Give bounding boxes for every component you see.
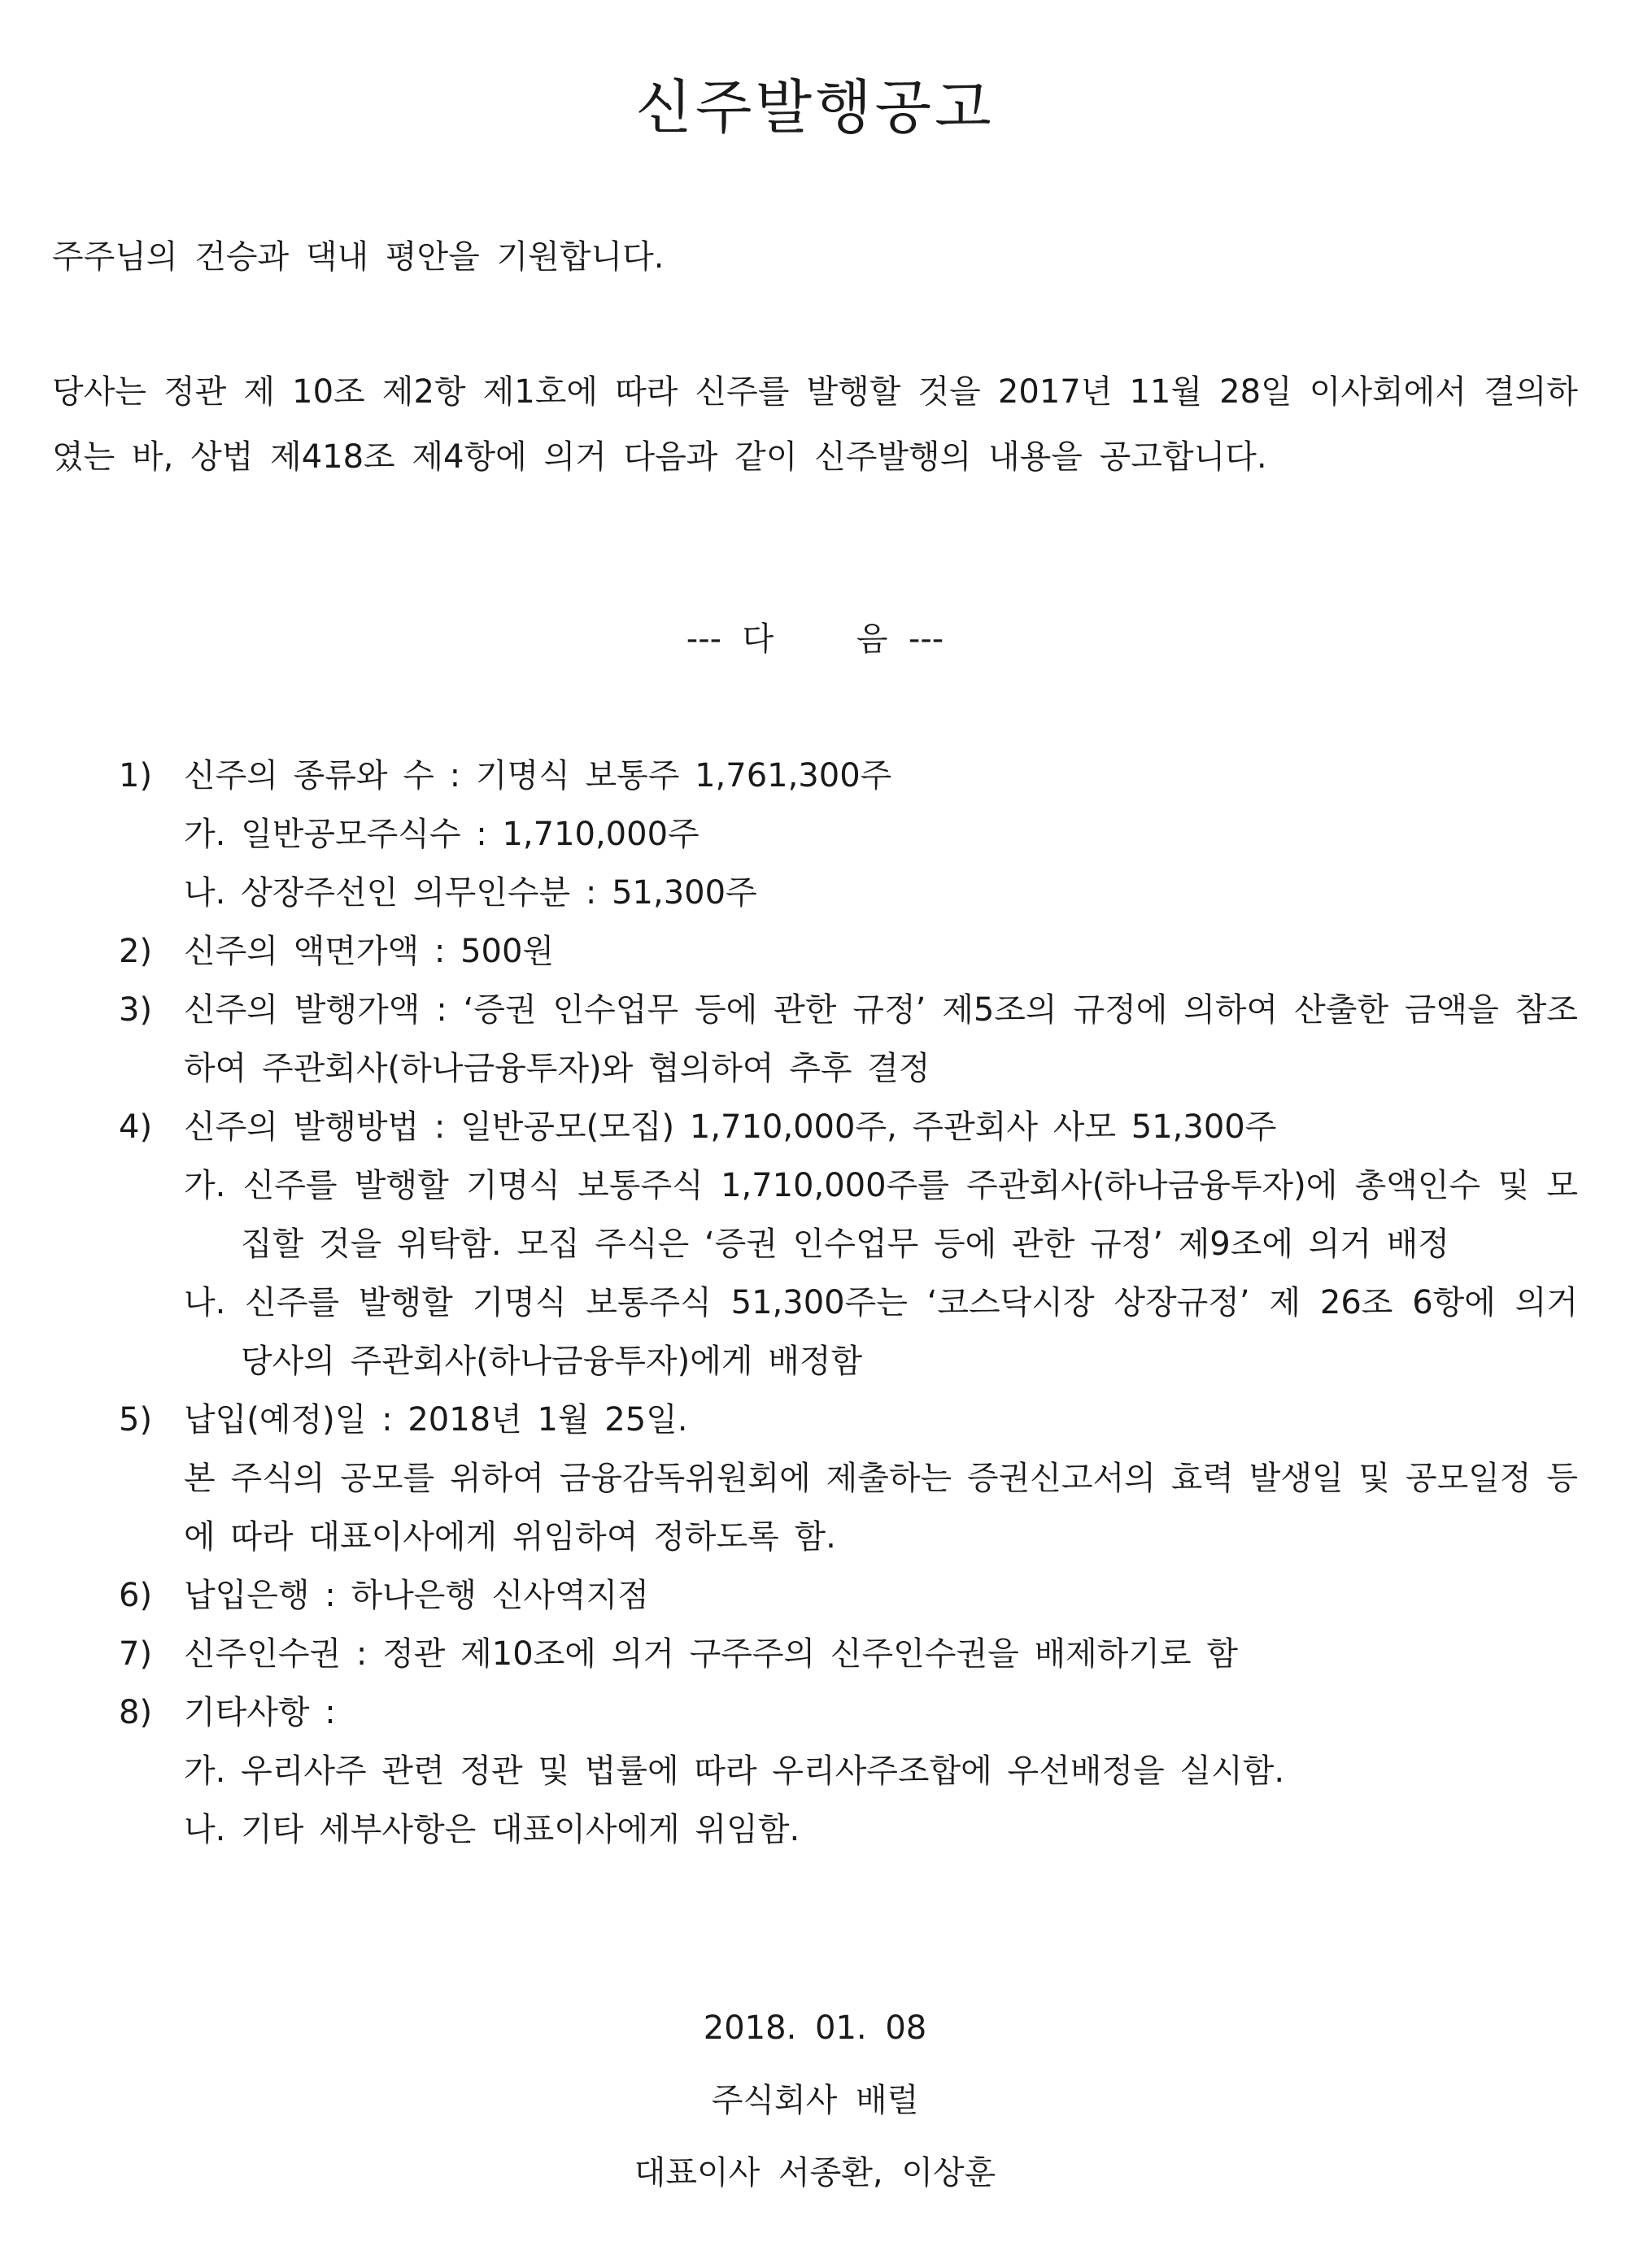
item-text: 신주인수권 : 정관 제10조에 의거 구주주의 신주인수권을 배제하기로 함 <box>184 1635 1239 1673</box>
notice-item-4 <box>119 1098 1578 1391</box>
sub-item: 나. 상장주선인 의무인수분 : 51,300주 <box>184 874 757 912</box>
item-number: 4) <box>119 1108 153 1146</box>
notice-items-list <box>119 747 1578 1859</box>
item-text: 신주의 발행가액 : ‘증권 인수업무 등에 관한 규정’ 제5조의 규정에 의하여 산출한 금액을 참조하여 주관회사(하나금융투자)와 협의하여 추후 결정 <box>184 991 1578 1087</box>
item-number: 7) <box>119 1635 153 1673</box>
notice-item-2 <box>119 922 1578 981</box>
signature-ceo: 대표이사 서종환, 이상훈 <box>634 2154 996 2192</box>
sub-item: 가. 일반공모주식수 : 1,710,000주 <box>184 816 700 853</box>
item-text: 납입(예정)일 : 2018년 1월 25일. <box>184 1401 688 1439</box>
intro-paragraph: 당사는 정관 제 10조 제2항 제1호에 따라 신주를 발행할 것을 2017년 11월 28일 이사회에서 결의하였는 바, 상법 제418조 제4항에 의거 다음과 같이 신주발행의 내용을 공고합니다. <box>52 373 1578 476</box>
notice-item-6 <box>119 1566 1578 1625</box>
notice-item-5 <box>119 1391 1578 1566</box>
item-text: 기타사항 : <box>184 1694 336 1731</box>
sub-item: 가. 우리사주 관련 정관 및 법률에 따라 우리사주조합에 우선배정을 실시함. <box>184 1752 1285 1790</box>
notice-item-3 <box>119 981 1578 1098</box>
item-number: 6) <box>119 1577 153 1614</box>
item-text: 신주의 종류와 수 : 기명식 보통주 1,761,300주 <box>184 757 892 794</box>
notice-item-7 <box>119 1625 1578 1683</box>
item-note: 본 주식의 공모를 위하여 금융감독위원회에 제출하는 증권신고서의 효력 발생일 및 공모일정 등에 따라 대표이사에게 위임하여 정하도록 함. <box>184 1460 1578 1556</box>
item-number: 5) <box>119 1401 153 1439</box>
item-number: 2) <box>119 933 153 970</box>
item-text: 신주의 액면가액 : 500원 <box>184 933 555 970</box>
sub-item: 가. 신주를 발행할 기명식 보통주식 1,710,000주를 주관회사(하나금융투자)에 총액인수 및 모집할 것을 위탁함. 모집 주식은 ‘증권 인수업무 등에 관한 규정’ 제9조에 의거 배정 <box>184 1167 1578 1263</box>
notice-title: 신주발행공고 <box>635 73 995 141</box>
item-number: 3) <box>119 991 153 1029</box>
item-number: 1) <box>119 757 153 794</box>
item-number: 8) <box>119 1694 153 1731</box>
notice-item-1 <box>119 747 1578 922</box>
notice-item-8 <box>119 1683 1578 1859</box>
section-divider: --- 다 음 --- <box>686 620 944 658</box>
item-text: 신주의 발행방법 : 일반공모(모집) 1,710,000주, 주관회사 사모 51,300주 <box>184 1108 1277 1146</box>
sub-item: 나. 신주를 발행할 기명식 보통주식 51,300주는 ‘코스닥시장 상장규정’ 제 26조 6항에 의거 당사의 주관회사(하나금융투자)에게 배정함 <box>184 1284 1578 1380</box>
signature-date: 2018. 01. 08 <box>703 2009 927 2047</box>
sub-item: 나. 기타 세부사항은 대표이사에게 위임함. <box>184 1811 800 1848</box>
signature-company: 주식회사 배럴 <box>711 2082 919 2119</box>
item-text: 납입은행 : 하나은행 신사역지점 <box>184 1577 649 1614</box>
greeting-text: 주주님의 건승과 댁내 평안을 기원합니다. <box>52 238 665 276</box>
